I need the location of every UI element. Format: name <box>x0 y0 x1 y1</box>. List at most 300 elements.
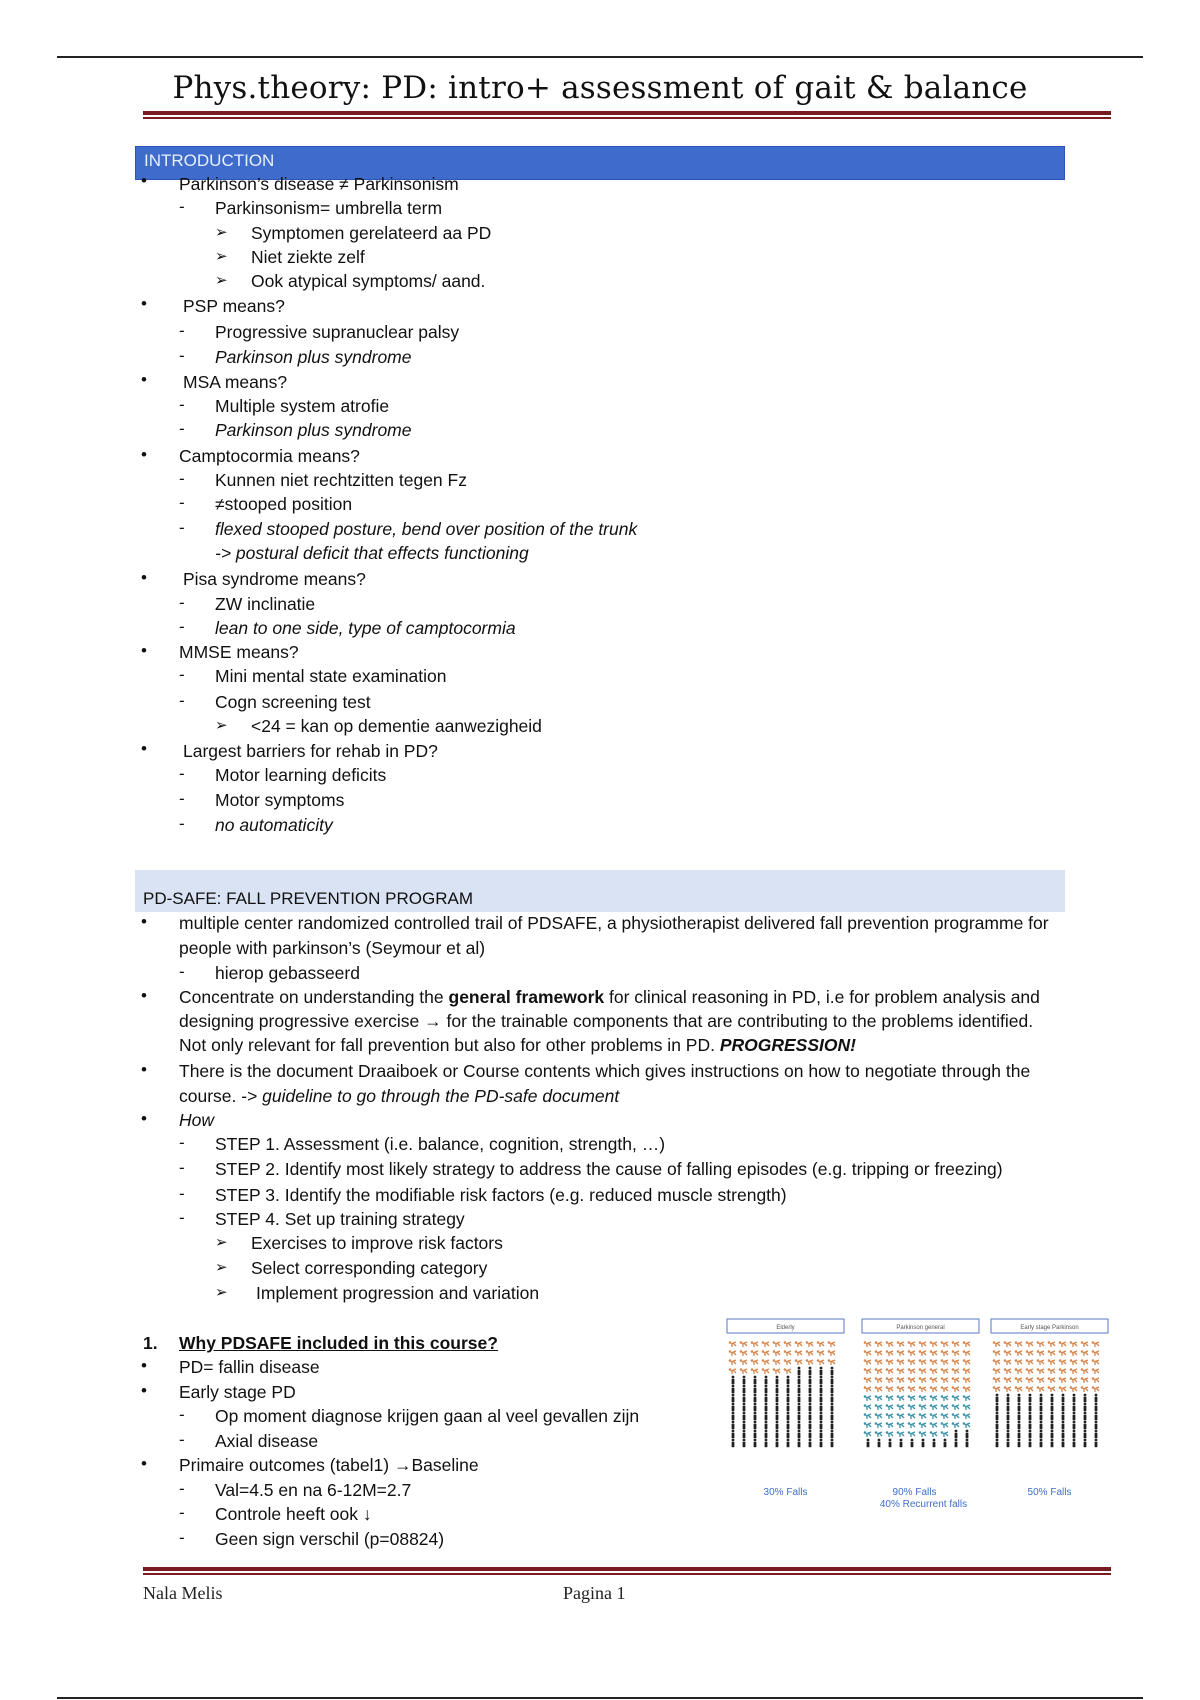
fallen-person-icon <box>762 1341 769 1347</box>
footer-author: Nala Melis <box>143 1583 223 1603</box>
standing-person-icon <box>776 1394 779 1403</box>
standing-person-icon <box>1029 1394 1032 1403</box>
standing-person-icon <box>809 1430 812 1439</box>
standing-person-icon <box>1040 1394 1043 1403</box>
fallen-person-icon <box>919 1368 926 1374</box>
standing-person-icon <box>765 1403 768 1412</box>
standing-person-icon <box>754 1430 757 1439</box>
fallen-person-icon <box>993 1341 1000 1347</box>
fallen-person-icon <box>740 1350 747 1356</box>
fallen-person-icon <box>1037 1341 1044 1347</box>
fallen-person-icon <box>1004 1341 1011 1347</box>
arrow-icon: ➢ <box>215 1234 228 1251</box>
fallen-person-icon <box>1070 1368 1077 1374</box>
fallen-person-icon <box>1037 1368 1044 1374</box>
standing-person-icon <box>787 1430 790 1439</box>
standing-person-icon <box>831 1385 834 1394</box>
standing-person-icon <box>743 1439 746 1448</box>
fallen-person-icon <box>941 1431 948 1437</box>
standing-person-icon <box>798 1430 801 1439</box>
fallen-person-icon <box>952 1422 959 1428</box>
fallen-person-icon <box>1048 1368 1055 1374</box>
fallen-person-icon <box>952 1377 959 1383</box>
dash-glyph: - <box>179 665 185 684</box>
fallen-person-icon <box>886 1386 893 1392</box>
standing-person-icon <box>996 1430 999 1439</box>
document-title: Phys.theory: PD: intro+ assessment of gait & balance <box>172 70 1028 106</box>
standing-person-icon <box>1084 1394 1087 1403</box>
fallen-person-icon <box>864 1341 871 1347</box>
standing-person-icon <box>831 1430 834 1439</box>
dash-glyph: - <box>179 518 185 537</box>
page-top-edge <box>57 56 1143 58</box>
list-item: STEP 2. Identify most likely strategy to address the cause of falling episodes (e.g. tripping or freezing) <box>215 1159 1003 1179</box>
list-item: Camptocormia means? <box>179 446 360 466</box>
standing-person-icon <box>1007 1412 1010 1421</box>
panel-label-secondary: 40% Recurrent falls <box>879 1499 968 1508</box>
fallen-person-icon <box>828 1341 835 1347</box>
fallen-person-icon <box>817 1359 824 1365</box>
standing-person-icon <box>1095 1394 1098 1403</box>
list-item: There is the document Draaiboek or Course contents which gives instructions on how to negotiate through the <box>179 1061 1031 1081</box>
list-item: Parkinson’s disease ≠ Parkinsonism <box>179 174 459 194</box>
list-item: hierop gebasseerd <box>215 963 360 983</box>
fallen-person-icon <box>886 1350 893 1356</box>
standing-person-icon <box>743 1394 746 1403</box>
standing-person-icon <box>809 1367 812 1376</box>
dash-glyph: - <box>179 1479 185 1498</box>
list-item: Largest barriers for rehab in PD? <box>183 741 438 761</box>
standing-person-icon <box>820 1394 823 1403</box>
standing-person-icon <box>1007 1439 1010 1448</box>
fallen-person-icon <box>806 1359 813 1365</box>
fallen-person-icon <box>875 1386 882 1392</box>
list-item: Val=4.5 en na 6-12M=2.7 <box>215 1480 412 1500</box>
fallen-person-icon <box>1092 1341 1099 1347</box>
standing-person-icon <box>831 1367 834 1376</box>
fallen-person-icon <box>875 1422 882 1428</box>
fallen-person-icon <box>773 1368 780 1374</box>
standing-person-icon <box>743 1403 746 1412</box>
standing-person-icon <box>732 1403 735 1412</box>
fallen-person-icon <box>1092 1377 1099 1383</box>
fallen-person-icon <box>919 1341 926 1347</box>
standing-person-icon <box>787 1385 790 1394</box>
standing-person-icon <box>743 1421 746 1430</box>
standing-person-icon <box>1095 1430 1098 1439</box>
text-run: Concentrate on understanding the <box>179 987 449 1007</box>
numbered-heading: Why PDSAFE included in this course? <box>179 1333 498 1353</box>
standing-person-icon <box>1084 1430 1087 1439</box>
fallen-person-icon <box>897 1413 904 1419</box>
fallen-person-icon <box>828 1359 835 1365</box>
fallen-person-icon <box>1059 1368 1066 1374</box>
standing-person-icon <box>787 1439 790 1448</box>
fallen-person-icon <box>864 1431 871 1437</box>
standing-person-icon <box>1007 1403 1010 1412</box>
standing-person-icon <box>798 1421 801 1430</box>
standing-person-icon <box>798 1403 801 1412</box>
standing-person-icon <box>1040 1421 1043 1430</box>
list-item: PSP means? <box>183 296 285 316</box>
fallen-person-icon <box>875 1431 882 1437</box>
fallen-person-icon <box>751 1368 758 1374</box>
list-item: Exercises to improve risk factors <box>251 1233 503 1253</box>
bullet-glyph: • <box>141 1060 147 1079</box>
arrow-icon: ➢ <box>215 717 228 734</box>
fallen-person-icon <box>1004 1377 1011 1383</box>
standing-person-icon <box>754 1412 757 1421</box>
standing-person-icon <box>776 1439 779 1448</box>
fallen-person-icon <box>963 1386 970 1392</box>
dash-glyph: - <box>179 197 185 216</box>
standing-person-icon <box>966 1430 969 1439</box>
standing-person-icon <box>911 1439 914 1448</box>
fallen-person-icon <box>952 1413 959 1419</box>
list-item: flexed stooped posture, bend over position of the trunk <box>215 519 638 539</box>
fallen-person-icon <box>919 1350 926 1356</box>
fallen-person-icon <box>1081 1368 1088 1374</box>
standing-person-icon <box>889 1439 892 1448</box>
fallen-person-icon <box>1048 1377 1055 1383</box>
standing-person-icon <box>765 1394 768 1403</box>
list-item: Implement progression and variation <box>256 1283 540 1303</box>
fallen-person-icon <box>930 1404 937 1410</box>
list-item: Progressive supranuclear palsy <box>215 322 460 342</box>
fallen-person-icon <box>784 1350 791 1356</box>
fallen-person-icon <box>1092 1368 1099 1374</box>
fallen-person-icon <box>930 1350 937 1356</box>
fallen-person-icon <box>740 1368 747 1374</box>
fallen-person-icon <box>897 1395 904 1401</box>
fallen-person-icon <box>784 1341 791 1347</box>
list-item: Early stage PD <box>179 1382 296 1402</box>
list-item: MSA means? <box>183 372 288 392</box>
standing-person-icon <box>1018 1430 1021 1439</box>
standing-person-icon <box>732 1439 735 1448</box>
panel-header: Parkinson general <box>896 1325 945 1331</box>
fallen-person-icon <box>864 1413 871 1419</box>
fallen-person-icon <box>864 1422 871 1428</box>
standing-person-icon <box>1029 1403 1032 1412</box>
fallen-person-icon <box>908 1413 915 1419</box>
standing-person-icon <box>878 1439 881 1448</box>
fallen-person-icon <box>1059 1350 1066 1356</box>
standing-person-icon <box>1018 1412 1021 1421</box>
standing-person-icon <box>754 1403 757 1412</box>
standing-person-icon <box>996 1412 999 1421</box>
standing-person-icon <box>787 1412 790 1421</box>
standing-person-icon <box>1040 1430 1043 1439</box>
fallen-person-icon <box>886 1431 893 1437</box>
list-item: <24 = kan op dementie aanwezigheid <box>251 716 542 736</box>
standing-person-icon <box>820 1385 823 1394</box>
fallen-person-icon <box>740 1359 747 1365</box>
dash-glyph: - <box>179 469 185 488</box>
fallen-person-icon <box>1070 1386 1077 1392</box>
dash-glyph: - <box>179 1184 185 1203</box>
fallen-person-icon <box>1048 1341 1055 1347</box>
standing-person-icon <box>776 1412 779 1421</box>
standing-person-icon <box>955 1430 958 1439</box>
standing-person-icon <box>831 1412 834 1421</box>
panel-label: 30% Falls <box>763 1487 808 1498</box>
standing-person-icon <box>754 1385 757 1394</box>
standing-person-icon <box>996 1421 999 1430</box>
list-item: people with parkinson’s (Seymour et al) <box>179 938 486 958</box>
fallen-person-icon <box>1004 1359 1011 1365</box>
fallen-person-icon <box>919 1395 926 1401</box>
dash-glyph: - <box>179 493 185 512</box>
fallen-person-icon <box>963 1350 970 1356</box>
fallen-person-icon <box>864 1377 871 1383</box>
fallen-person-icon <box>806 1341 813 1347</box>
fallen-person-icon <box>729 1341 736 1347</box>
standing-person-icon <box>1040 1439 1043 1448</box>
standing-person-icon <box>1051 1439 1054 1448</box>
standing-person-icon <box>809 1385 812 1394</box>
fallen-person-icon <box>762 1368 769 1374</box>
list-item: Pisa syndrome means? <box>183 569 366 589</box>
list-item: STEP 3. Identify the modifiable risk factors (e.g. reduced muscle strength) <box>215 1185 787 1205</box>
fallen-person-icon <box>729 1350 736 1356</box>
fallen-person-icon <box>1048 1359 1055 1365</box>
title-rule-thick <box>143 111 1111 115</box>
fallen-person-icon <box>908 1431 915 1437</box>
fallen-person-icon <box>740 1341 747 1347</box>
standing-person-icon <box>1073 1394 1076 1403</box>
list-item: Kunnen niet rechtzitten tegen Fz <box>215 470 467 490</box>
fallen-person-icon <box>963 1404 970 1410</box>
fallen-person-icon <box>963 1422 970 1428</box>
standing-person-icon <box>809 1412 812 1421</box>
list-item: Geen sign verschil (p=08824) <box>215 1529 445 1549</box>
fallen-person-icon <box>1081 1359 1088 1365</box>
standing-person-icon <box>743 1385 746 1394</box>
fallen-person-icon <box>1015 1368 1022 1374</box>
bullet-glyph: • <box>141 1109 147 1128</box>
dash-glyph: - <box>179 321 185 340</box>
standing-person-icon <box>1062 1403 1065 1412</box>
standing-person-icon <box>1040 1412 1043 1421</box>
fallen-person-icon <box>1081 1386 1088 1392</box>
standing-person-icon <box>1018 1421 1021 1430</box>
standing-person-icon <box>776 1403 779 1412</box>
dash-glyph: - <box>179 691 185 710</box>
standing-person-icon <box>776 1385 779 1394</box>
fallen-person-icon <box>952 1341 959 1347</box>
bullet-glyph: • <box>141 568 147 587</box>
fallen-person-icon <box>864 1395 871 1401</box>
standing-person-icon <box>1062 1412 1065 1421</box>
standing-person-icon <box>787 1376 790 1385</box>
standing-person-icon <box>809 1439 812 1448</box>
fallen-person-icon <box>875 1377 882 1383</box>
standing-person-icon <box>743 1376 746 1385</box>
panel-label: 50% Falls <box>1027 1487 1072 1498</box>
standing-person-icon <box>1084 1439 1087 1448</box>
fallen-person-icon <box>729 1368 736 1374</box>
arrow-icon: ➢ <box>215 1284 228 1301</box>
standing-person-icon <box>765 1421 768 1430</box>
fallen-person-icon <box>941 1341 948 1347</box>
standing-person-icon <box>776 1421 779 1430</box>
fallen-person-icon <box>897 1386 904 1392</box>
standing-person-icon <box>1018 1403 1021 1412</box>
list-item: STEP 4. Set up training strategy <box>215 1209 465 1229</box>
fallen-person-icon <box>919 1413 926 1419</box>
fallen-person-icon <box>1026 1359 1033 1365</box>
standing-person-icon <box>820 1376 823 1385</box>
dash-glyph: - <box>179 419 185 438</box>
standing-person-icon <box>809 1421 812 1430</box>
page-bottom-edge <box>57 1697 1143 1699</box>
arrow-icon: ➢ <box>215 248 228 265</box>
bullet-glyph: • <box>141 445 147 464</box>
fallen-person-icon <box>751 1341 758 1347</box>
arrow-icon: ➢ <box>215 1259 228 1276</box>
fallen-person-icon <box>1026 1386 1033 1392</box>
standing-person-icon <box>754 1376 757 1385</box>
standing-person-icon <box>754 1421 757 1430</box>
fallen-person-icon <box>875 1413 882 1419</box>
fallen-person-icon <box>864 1368 871 1374</box>
bullet-glyph: • <box>141 294 147 313</box>
fallen-person-icon <box>1081 1341 1088 1347</box>
fallen-person-icon <box>919 1386 926 1392</box>
list-item: lean to one side, type of camptocormia <box>215 618 516 638</box>
dash-glyph: - <box>179 764 185 783</box>
standing-person-icon <box>1095 1439 1098 1448</box>
list-item <box>179 1034 856 1056</box>
fallen-person-icon <box>1059 1386 1066 1392</box>
fallen-person-icon <box>908 1350 915 1356</box>
standing-person-icon <box>1095 1403 1098 1412</box>
standing-person-icon <box>831 1403 834 1412</box>
standing-person-icon <box>743 1412 746 1421</box>
list-item: STEP 1. Assessment (i.e. balance, cognition, strength, …) <box>215 1134 666 1154</box>
section-heading-pdsafe <box>135 870 1065 912</box>
fallen-person-icon <box>941 1413 948 1419</box>
standing-person-icon <box>1040 1403 1043 1412</box>
fallen-person-icon <box>908 1386 915 1392</box>
standing-person-icon <box>820 1430 823 1439</box>
fallen-person-icon <box>897 1341 904 1347</box>
list-item: Axial disease <box>215 1431 319 1451</box>
falls-pictogram-figure <box>725 1318 1110 1508</box>
standing-person-icon <box>798 1412 801 1421</box>
fallen-person-icon <box>875 1341 882 1347</box>
bullet-glyph: • <box>141 171 147 190</box>
fallen-person-icon <box>930 1359 937 1365</box>
fallen-person-icon <box>1037 1377 1044 1383</box>
list-item: designing progressive exercise → for the trainable components that are contributing to the problems identified. <box>179 1011 1034 1031</box>
fallen-person-icon <box>1070 1350 1077 1356</box>
fallen-person-icon <box>762 1350 769 1356</box>
text-run: for clinical reasoning in PD, i.e for problem analysis and <box>604 987 1040 1007</box>
fallen-person-icon <box>941 1386 948 1392</box>
text-run-bold: general framework <box>448 987 605 1007</box>
list-item: MMSE means? <box>179 642 299 662</box>
list-item: Controle heeft ook ↓ <box>215 1504 372 1524</box>
list-item: Niet ziekte zelf <box>251 247 365 267</box>
standing-person-icon <box>1029 1412 1032 1421</box>
standing-person-icon <box>1029 1430 1032 1439</box>
bullet-glyph: • <box>141 641 147 660</box>
standing-person-icon <box>776 1376 779 1385</box>
standing-person-icon <box>1018 1394 1021 1403</box>
standing-person-icon <box>776 1430 779 1439</box>
dash-glyph: - <box>179 395 185 414</box>
list-item <box>179 986 1040 1008</box>
fallen-person-icon <box>1092 1359 1099 1365</box>
standing-person-icon <box>1007 1421 1010 1430</box>
fallen-person-icon <box>886 1341 893 1347</box>
fallen-person-icon <box>963 1341 970 1347</box>
fallen-person-icon <box>919 1404 926 1410</box>
fallen-person-icon <box>751 1350 758 1356</box>
fallen-person-icon <box>886 1377 893 1383</box>
standing-person-icon <box>1007 1430 1010 1439</box>
standing-person-icon <box>1051 1430 1054 1439</box>
standing-person-icon <box>966 1439 969 1448</box>
list-item: ZW inclinatie <box>215 594 316 614</box>
fallen-person-icon <box>952 1404 959 1410</box>
fallen-person-icon <box>908 1368 915 1374</box>
standing-person-icon <box>820 1439 823 1448</box>
standing-person-icon <box>787 1403 790 1412</box>
fallen-person-icon <box>897 1431 904 1437</box>
numbered-heading-number: 1. <box>143 1333 158 1353</box>
arrow-icon: ➢ <box>215 272 228 289</box>
standing-person-icon <box>798 1376 801 1385</box>
fallen-person-icon <box>941 1422 948 1428</box>
dash-glyph: - <box>179 1405 185 1424</box>
standing-person-icon <box>1007 1394 1010 1403</box>
fallen-person-icon <box>952 1386 959 1392</box>
fallen-person-icon <box>941 1359 948 1365</box>
bullet-glyph: • <box>141 912 147 931</box>
fallen-person-icon <box>963 1413 970 1419</box>
fallen-person-icon <box>993 1350 1000 1356</box>
fallen-person-icon <box>963 1395 970 1401</box>
list-item: ≠stooped position <box>215 494 353 514</box>
text-run-italic: guideline to go through the PD-safe document <box>262 1086 620 1106</box>
title-rule-thin <box>143 117 1111 119</box>
fallen-person-icon <box>930 1386 937 1392</box>
fallen-person-icon <box>1070 1377 1077 1383</box>
fallen-person-icon <box>886 1359 893 1365</box>
footer-rule-thick <box>143 1567 1111 1571</box>
standing-person-icon <box>1073 1439 1076 1448</box>
dash-glyph: - <box>179 1208 185 1227</box>
fallen-person-icon <box>1015 1377 1022 1383</box>
fallen-person-icon <box>864 1386 871 1392</box>
fallen-person-icon <box>941 1368 948 1374</box>
standing-person-icon <box>820 1421 823 1430</box>
fallen-person-icon <box>1004 1386 1011 1392</box>
standing-person-icon <box>922 1439 925 1448</box>
bullet-glyph: • <box>141 986 147 1005</box>
list-item: Mini mental state examination <box>215 666 447 686</box>
fallen-person-icon <box>952 1395 959 1401</box>
fallen-person-icon <box>773 1359 780 1365</box>
pictogram-panel <box>862 1319 979 1508</box>
dash-glyph: - <box>179 1430 185 1449</box>
fallen-person-icon <box>784 1359 791 1365</box>
list-item: Select corresponding category <box>251 1258 488 1278</box>
fallen-person-icon <box>930 1377 937 1383</box>
